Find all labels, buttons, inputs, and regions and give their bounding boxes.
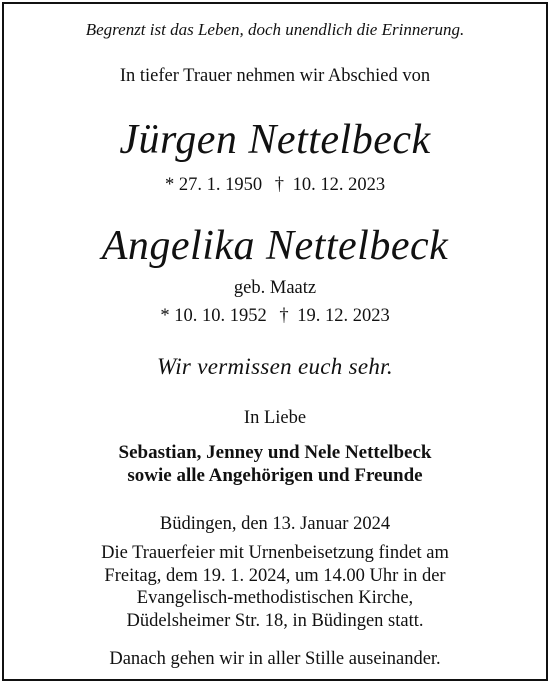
- birth-date-1: * 27. 1. 1950: [164, 175, 263, 195]
- funeral-info-line: Düdelsheimer Str. 18, in Büdingen statt.: [126, 610, 424, 631]
- closing-phrase: Wir vermissen euch sehr.: [157, 354, 393, 379]
- obituary-notice: [2, 2, 548, 681]
- place-date: Büdingen, den 13. Januar 2024: [159, 514, 391, 534]
- cross-icon: †: [279, 306, 289, 326]
- mourners-line-1: Sebastian, Jenney und Nele Nettelbeck: [118, 442, 432, 463]
- intro-text: In tiefer Trauer nehmen wir Abschied von: [119, 66, 431, 86]
- deceased-name-2: Angelika Nettelbeck: [101, 223, 449, 269]
- death-date-2: 19. 12. 2023: [297, 306, 390, 326]
- funeral-info-line: Freitag, dem 19. 1. 2024, um 14.00 Uhr in der: [104, 565, 446, 586]
- funeral-info-line: Evangelisch-methodistischen Kirche,: [136, 588, 414, 608]
- birth-date-2: * 10. 10. 1952: [160, 306, 267, 326]
- deceased-name-1: Jürgen Nettelbeck: [119, 117, 431, 163]
- maiden-name: geb. Maatz: [233, 278, 317, 298]
- mourners-line-2: sowie alle Angehörigen und Freunde: [127, 465, 423, 486]
- funeral-info-line: Die Trauerfeier mit Urnenbeisetzung findet am: [101, 543, 449, 563]
- motto: Begrenzt ist das Leben, doch unendlich die Erinnerung.: [85, 20, 465, 39]
- in-love-text: In Liebe: [243, 408, 307, 428]
- afterwards-text: Danach gehen wir in aller Stille auseinander.: [109, 649, 441, 669]
- funeral-info: [4, 542, 546, 632]
- death-date-1: 10. 12. 2023: [292, 175, 386, 195]
- cross-icon: †: [274, 175, 284, 195]
- life-dates-2: [4, 306, 546, 327]
- life-dates-1: [4, 175, 546, 196]
